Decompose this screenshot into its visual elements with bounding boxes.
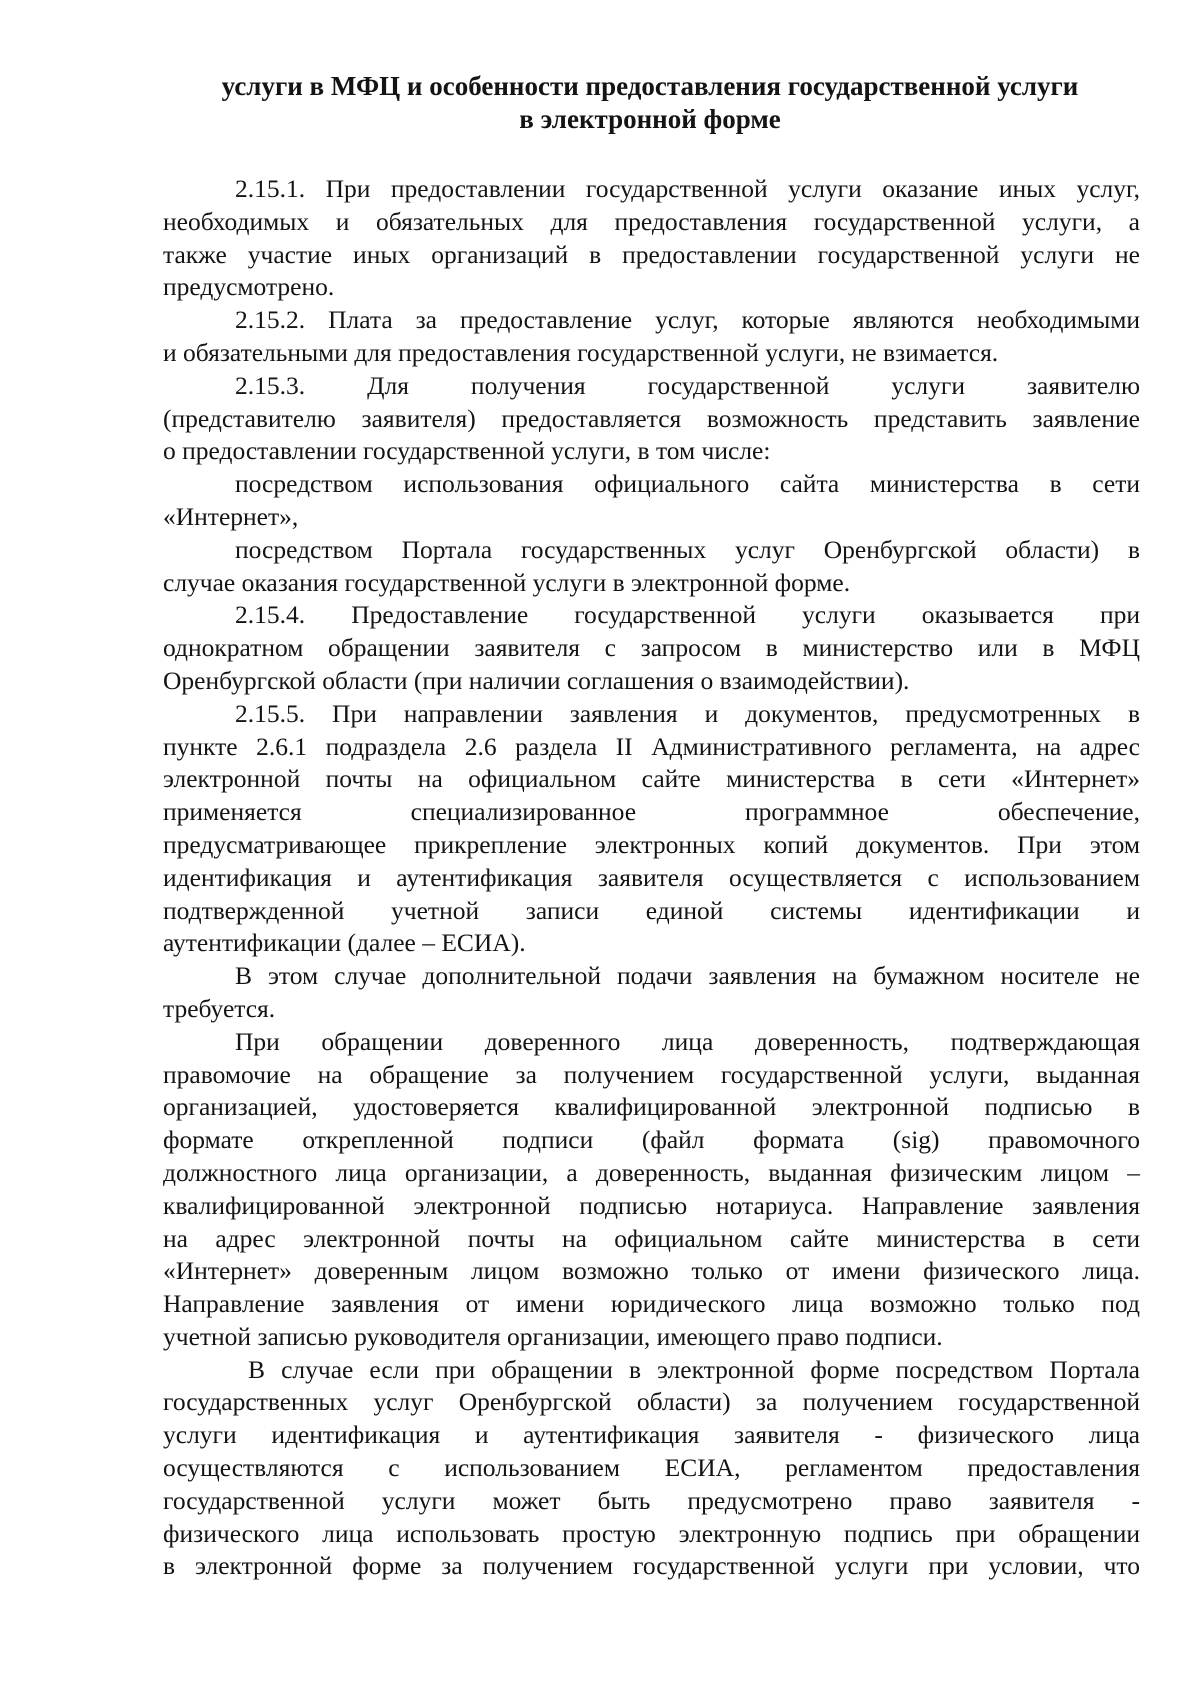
text-line: электронной почты на официальном сайте министерства в сети «Интернет» bbox=[163, 764, 1140, 794]
text-line: 2.15.1. При предоставлении государственной услуги оказание иных услуг, bbox=[235, 174, 1140, 203]
text-line: 2.15.3. Для получения государственной услуги заявителю bbox=[235, 370, 1140, 400]
text-line: подтвержденной учетной записи единой системы идентификации и bbox=[163, 895, 1140, 925]
text-line: правомочие на обращение за получением государственной услуги, выданная bbox=[163, 1059, 1140, 1089]
text-line: Оренбургской области (при наличии соглашения о взаимодействии). bbox=[163, 665, 910, 695]
text-line: идентификация и аутентификация заявителя осуществляется с использованием bbox=[163, 862, 1140, 892]
text-line: аутентификации (далее – ЕСИА). bbox=[163, 928, 526, 958]
text-line: о предоставлении государственной услуги, в том числе: bbox=[163, 436, 771, 466]
text-line: необходимых и обязательных для предоставления государственной услуги, а bbox=[163, 206, 1140, 236]
text-line: однократном обращении заявителя с запросом в министерство или в МФЦ bbox=[163, 633, 1140, 663]
text-line: государственных услуг Оренбургской области) за получением государственной bbox=[163, 1387, 1140, 1417]
text-line: предусмотрено. bbox=[163, 272, 335, 302]
text-line: 2.15.2. Плата за предоставление услуг, которые являются необходимыми bbox=[235, 305, 1140, 335]
text-line: требуется. bbox=[163, 993, 276, 1023]
body-text bbox=[163, 173, 1140, 1583]
text-line: квалифицированной электронной подписью нотариуса. Направление заявления bbox=[163, 1190, 1140, 1220]
text-line: В случае если при обращении в электронной форме посредством Портала bbox=[248, 1354, 1140, 1384]
text-line: осуществляются с использованием ЕСИА, регламентом предоставления bbox=[163, 1453, 1140, 1483]
text-line: посредством Портала государственных услуг Оренбургской области) в bbox=[235, 534, 1140, 564]
text-line: посредством использования официального сайта министерства в сети bbox=[235, 469, 1140, 499]
text-line: услуги идентификация и аутентификация заявителя - физического лица bbox=[163, 1420, 1140, 1450]
text-line: пункте 2.6.1 подраздела 2.6 раздела II Административного регламента, на адрес bbox=[163, 731, 1140, 761]
section-heading-line: в электронной форме bbox=[519, 104, 781, 134]
text-line: физического лица использовать простую электронную подпись при обращении bbox=[163, 1518, 1140, 1548]
text-line: формате открепленной подписи (файл формата (sig) правомочного bbox=[163, 1125, 1140, 1155]
text-line: организацией, удостоверяется квалифицированной электронной подписью в bbox=[163, 1092, 1140, 1122]
text-line: В этом случае дополнительной подачи заявления на бумажном носителе не bbox=[235, 961, 1140, 991]
text-line: на адрес электронной почты на официальном сайте министерства в сети bbox=[163, 1223, 1140, 1253]
text-line: «Интернет», bbox=[163, 501, 299, 531]
text-line: «Интернет» доверенным лицом возможно только от имени физического лица. bbox=[163, 1256, 1140, 1286]
text-line: применяется специализированное программное обеспечение, bbox=[163, 797, 1140, 827]
text-line: 2.15.5. При направлении заявления и документов, предусмотренных в bbox=[235, 698, 1140, 728]
text-line: Направление заявления от имени юридического лица возможно только под bbox=[163, 1289, 1140, 1319]
text-line: (представителю заявителя) предоставляется возможность представить заявление bbox=[163, 403, 1140, 433]
text-line: 2.15.4. Предоставление государственной услуги оказывается при bbox=[235, 600, 1140, 630]
text-line: случае оказания государственной услуги в электронной форме. bbox=[163, 567, 851, 597]
text-line: в электронной форме за получением государственной услуги при условии, что bbox=[163, 1551, 1140, 1581]
text-line: должностного лица организации, а доверенность, выданная физическим лицом – bbox=[163, 1157, 1140, 1187]
text-line: государственной услуги может быть предусмотрено право заявителя - bbox=[163, 1485, 1140, 1515]
text-line: и обязательными для предоставления государственной услуги, не взимается. bbox=[163, 337, 999, 367]
text-line: также участие иных организаций в предоставлении государственной услуги не bbox=[163, 239, 1140, 269]
section-heading-line: услуги в МФЦ и особенности предоставления государственной услуги bbox=[221, 71, 1079, 101]
text-line: учетной записью руководителя организации, имеющего право подписи. bbox=[163, 1321, 943, 1351]
text-line: предусматривающее прикрепление электронных копий документов. При этом bbox=[163, 829, 1140, 859]
text-line: При обращении доверенного лица доверенность, подтверждающая bbox=[235, 1026, 1140, 1056]
section-heading bbox=[150, 70, 1150, 136]
